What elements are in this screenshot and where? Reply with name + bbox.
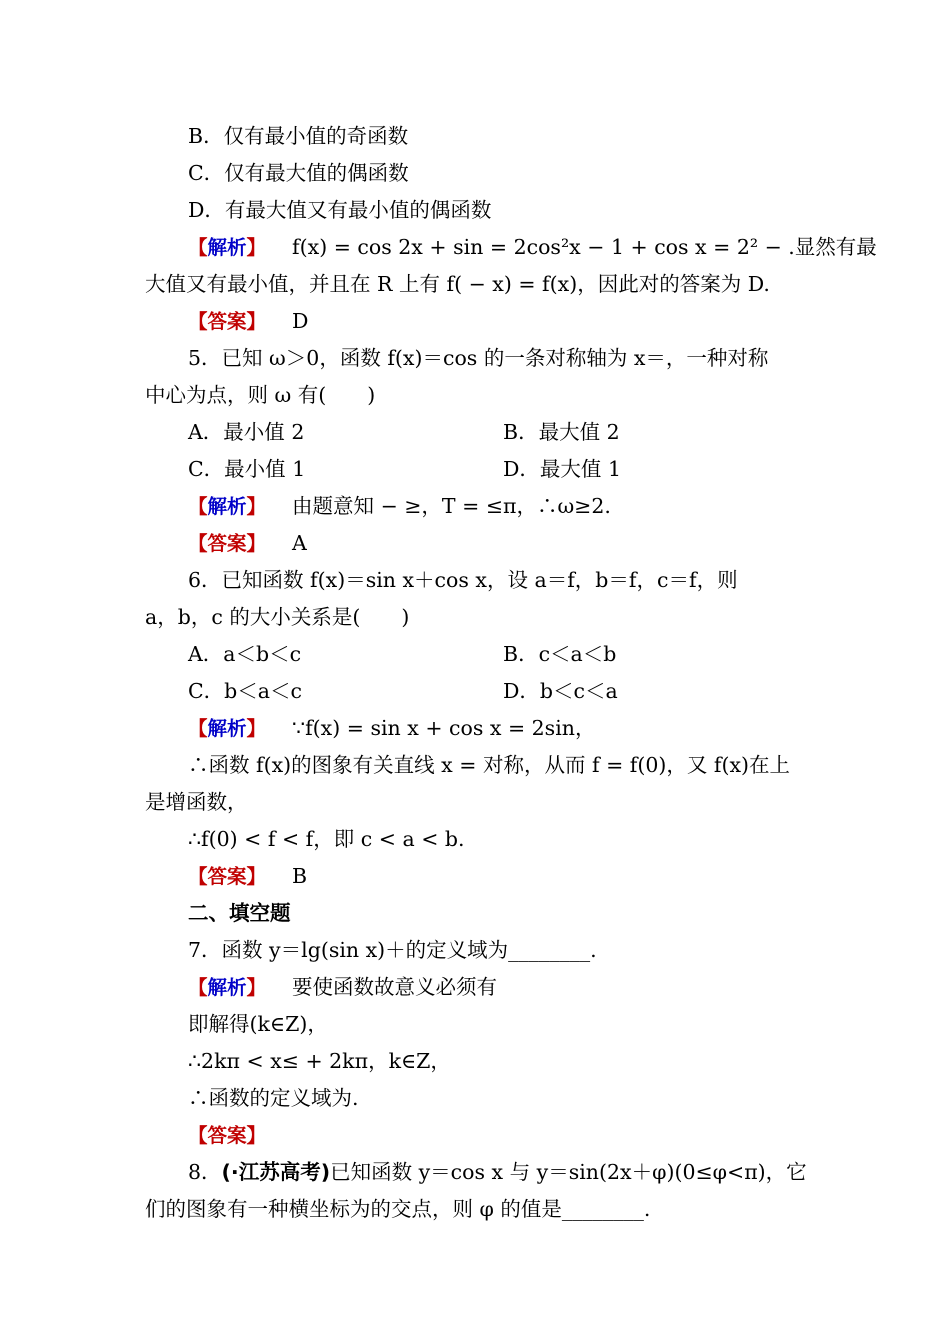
analysis-tag: 【解析】 [188,236,267,259]
question-text: 7．函数 y＝lg(sin x)＋的定义域为________. [188,938,597,962]
analysis-text: 是增函数， [145,790,248,814]
option-d-text: D．有最大值又有最小值的偶函数 [188,198,492,222]
analysis-text: ∵f(x) = sin x + cos x = 2sin， [292,716,596,740]
analysis-text: ∴函数 f(x)的图象有关直线 x = 对称，从而 f = f(0)，又 f(x)在上 [188,753,791,777]
answer-tag: 【答案】 [188,310,267,333]
option-b-line [188,118,810,155]
options-row-cd-q5 [188,451,810,488]
analysis-line-q6-2 [188,747,810,784]
question-source: (·江苏高考) [221,1160,331,1184]
option-b: B．c＜a＜b [503,642,617,666]
analysis-line-q7-3 [188,1043,810,1080]
option-d: D．最大值 1 [503,457,621,481]
analysis-text: 即解得(k∈Z)， [188,1012,328,1036]
answer-line-q5 [188,525,810,562]
answer-tag: 【答案】 [188,1124,267,1147]
analysis-line-q6-4 [188,821,810,858]
option-d: D．b＜c＜a [503,679,618,703]
analysis-tag: 【解析】 [188,717,267,740]
option-a: A．最小值 2 [188,420,305,444]
analysis-text: ∴f(0) < f < f，即 c < a < b. [188,827,465,851]
option-b: B．最大值 2 [503,420,620,444]
question-text: 5．已知 ω＞0，函数 f(x)＝cos 的一条对称轴为 x＝，一种对称 [188,346,769,370]
analysis-continuation-q4 [145,266,810,303]
option-c: C．最小值 1 [188,457,306,481]
option-a: A．a＜b＜c [188,642,302,666]
question-text: 中心为点，则 ω 有( ) [145,383,376,407]
analysis-line-q6 [188,710,810,747]
options-row-ab-q6 [188,636,810,673]
analysis-line-q7-2 [188,1006,810,1043]
analysis-text: 要使函数故意义必须有 [292,975,498,999]
question-text: 6．已知函数 f(x)＝sin x＋cos x，设 a＝f，b＝f，c＝f，则 [188,568,738,592]
answer-text: A [292,531,307,555]
question-6-line-2 [145,599,810,636]
options-row-cd-q6 [188,673,810,710]
analysis-text: f(x) = cos 2x + sin = 2cos²x − 1 + cos x = 2² − .显然有最 [292,235,877,259]
analysis-tag: 【解析】 [188,976,267,999]
analysis-text: ∴2kπ < x≤ + 2kπ，k∈Z， [188,1049,451,1073]
question-6-line-1 [188,562,810,599]
answer-tag: 【答案】 [188,532,267,555]
section-heading [188,895,810,932]
option-b-text: B．仅有最小值的奇函数 [188,124,409,148]
option-c-text: C．仅有最大值的偶函数 [188,161,409,185]
answer-text: D [292,309,309,333]
analysis-line-q7 [188,969,810,1006]
question-5-line-1 [188,340,810,377]
analysis-line-q6-3 [145,784,810,821]
question-number: 8． [188,1160,222,1184]
question-text: 已知函数 y＝cos x 与 y＝sin(2x＋φ)(0≤φ<π)，它 [330,1160,807,1184]
question-8-line-2 [145,1191,810,1228]
question-8-line-1 [188,1154,810,1191]
option-d-line [188,192,810,229]
answer-line-q7 [188,1117,810,1154]
question-text: 们的图象有一种横坐标为的交点，则 φ 的值是________. [145,1197,651,1221]
analysis-text: ∴函数的定义域为. [188,1086,359,1110]
analysis-text: 由题意知 − ≥，T = ≤π，∴ω≥2. [292,494,611,518]
answer-line-q4 [188,303,810,340]
analysis-text: 大值又有最小值，并且在 R 上有 f( − x) = f(x)，因此对的答案为 D. [145,272,770,296]
options-row-ab-q5 [188,414,810,451]
answer-line-q6 [188,858,810,895]
answer-tag: 【答案】 [188,865,267,888]
analysis-line-q4 [188,229,877,266]
answer-text: B [292,864,308,888]
option-c-line [188,155,810,192]
question-text: a，b，c 的大小关系是( ) [145,605,410,629]
question-7-line [188,932,810,969]
section-title: 二、填空题 [188,901,291,925]
analysis-tag: 【解析】 [188,495,267,518]
analysis-line-q7-4 [188,1080,810,1117]
analysis-line-q5 [188,488,810,525]
question-5-line-2 [145,377,810,414]
option-c: C．b＜a＜c [188,679,303,703]
